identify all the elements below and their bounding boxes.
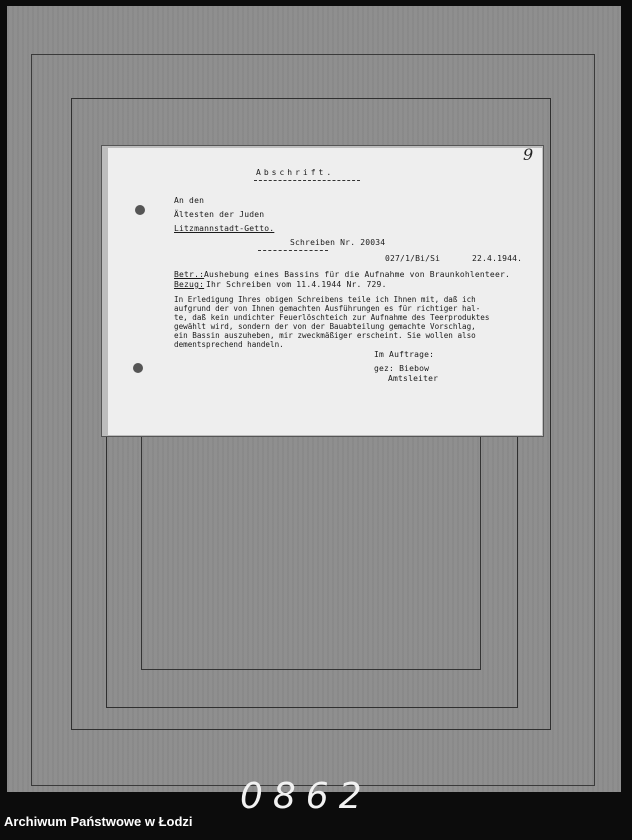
- archive-label: Archiwum Państwowe w Łodzi: [4, 814, 193, 829]
- body-line: te, daß kein undichter Feuerlöschteich zur Aufnahme des Teerproduktes: [174, 313, 490, 322]
- schreiben-underline: [258, 250, 328, 251]
- closing-phrase: Im Auftrage:: [374, 350, 435, 359]
- body-line: In Erledigung Ihres obigen Schreibens teile ich Ihnen mit, daß ich: [174, 295, 476, 304]
- betr-text: Aushebung eines Bassins für die Aufnahme von Braunkohlenteer.: [204, 270, 511, 279]
- frame-number: 0862: [240, 776, 372, 817]
- bezug-text: Ihr Schreiben vom 11.4.1944 Nr. 729.: [206, 280, 387, 289]
- page-number: 9: [523, 145, 534, 164]
- punch-hole: [135, 205, 145, 215]
- betr-label: Betr.:: [174, 270, 205, 279]
- schreiben-number: Schreiben Nr. 20034: [290, 238, 386, 247]
- document-heading: Abschrift.: [256, 168, 335, 177]
- reference-code: 027/1/Bi/Si: [385, 254, 441, 263]
- bezug-label: Bezug:: [174, 280, 205, 289]
- punch-hole: [133, 363, 143, 373]
- body-line: ein Bassin auszuheben, mir zweckmäßiger erscheint. Sie wollen also: [174, 331, 476, 340]
- heading-underline: [254, 180, 360, 181]
- signature: gez: Biebow: [374, 364, 430, 373]
- inner-frame: [141, 406, 481, 670]
- body-line: dementsprechend handeln.: [174, 340, 284, 349]
- recipient-line: Ältesten der Juden: [174, 210, 265, 219]
- body-line: aufgrund der von Ihnen gemachten Ausführungen es für richtiger hal-: [174, 304, 481, 313]
- recipient-line: An den: [174, 196, 205, 205]
- letter-body: [174, 295, 542, 349]
- document-page: [108, 145, 542, 435]
- signature-title: Amtsleiter: [388, 374, 439, 383]
- recipient-line: Litzmannstadt-Getto.: [174, 224, 275, 233]
- document-date: 22.4.1944.: [472, 254, 523, 263]
- body-line: gewählt wird, sondern der von der Bauabteilung gemachte Vorschlag,: [174, 322, 476, 331]
